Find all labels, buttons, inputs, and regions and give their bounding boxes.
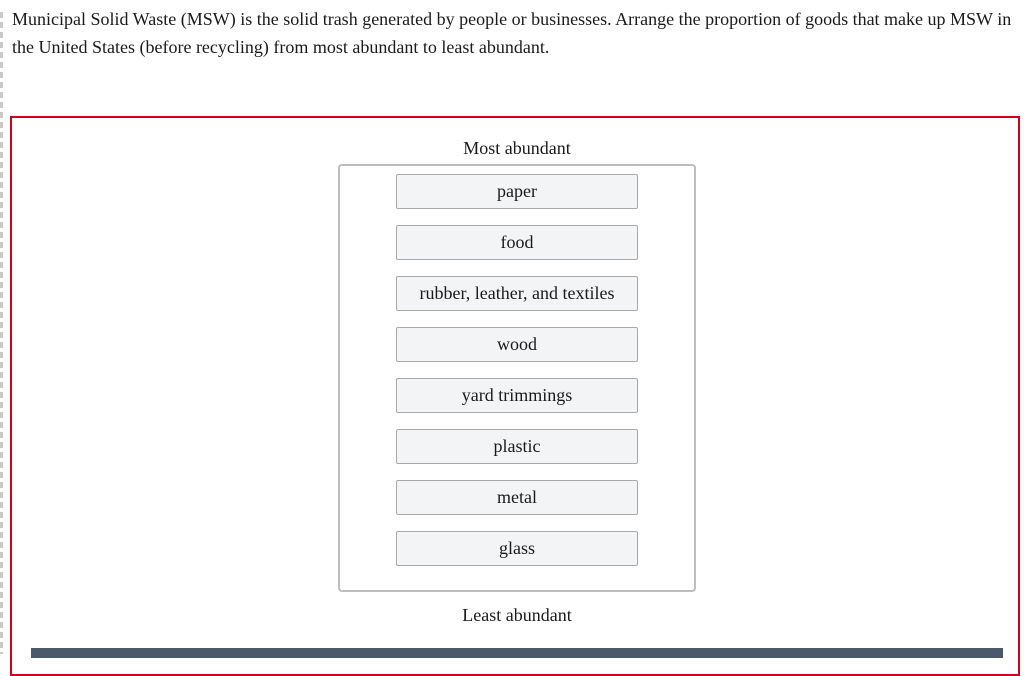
rank-item-metal[interactable]: metal	[396, 480, 638, 515]
least-abundant-label: Least abundant	[462, 605, 572, 625]
rank-item-yard-trimmings[interactable]: yard trimmings	[396, 378, 638, 413]
rank-item-plastic[interactable]: plastic	[396, 429, 638, 464]
ranking-panel	[10, 116, 1020, 676]
rank-item-paper[interactable]: paper	[396, 174, 638, 209]
rank-item-rubber-leather-textiles[interactable]: rubber, leather, and textiles	[396, 276, 638, 311]
panel-footer-bar	[31, 648, 1003, 658]
rank-item-wood[interactable]: wood	[396, 327, 638, 362]
ranking-list	[338, 164, 696, 592]
rank-item-food[interactable]: food	[396, 225, 638, 260]
question-text: Municipal Solid Waste (MSW) is the solid trash generated by people or businesses. Arrange the proportion of goods that make up MSW in the United States (before recycling) from most abundant to least abundant.	[12, 9, 1012, 57]
left-edge-decoration	[0, 12, 3, 654]
most-abundant-label: Most abundant	[463, 138, 571, 158]
rank-item-glass[interactable]: glass	[396, 531, 638, 566]
